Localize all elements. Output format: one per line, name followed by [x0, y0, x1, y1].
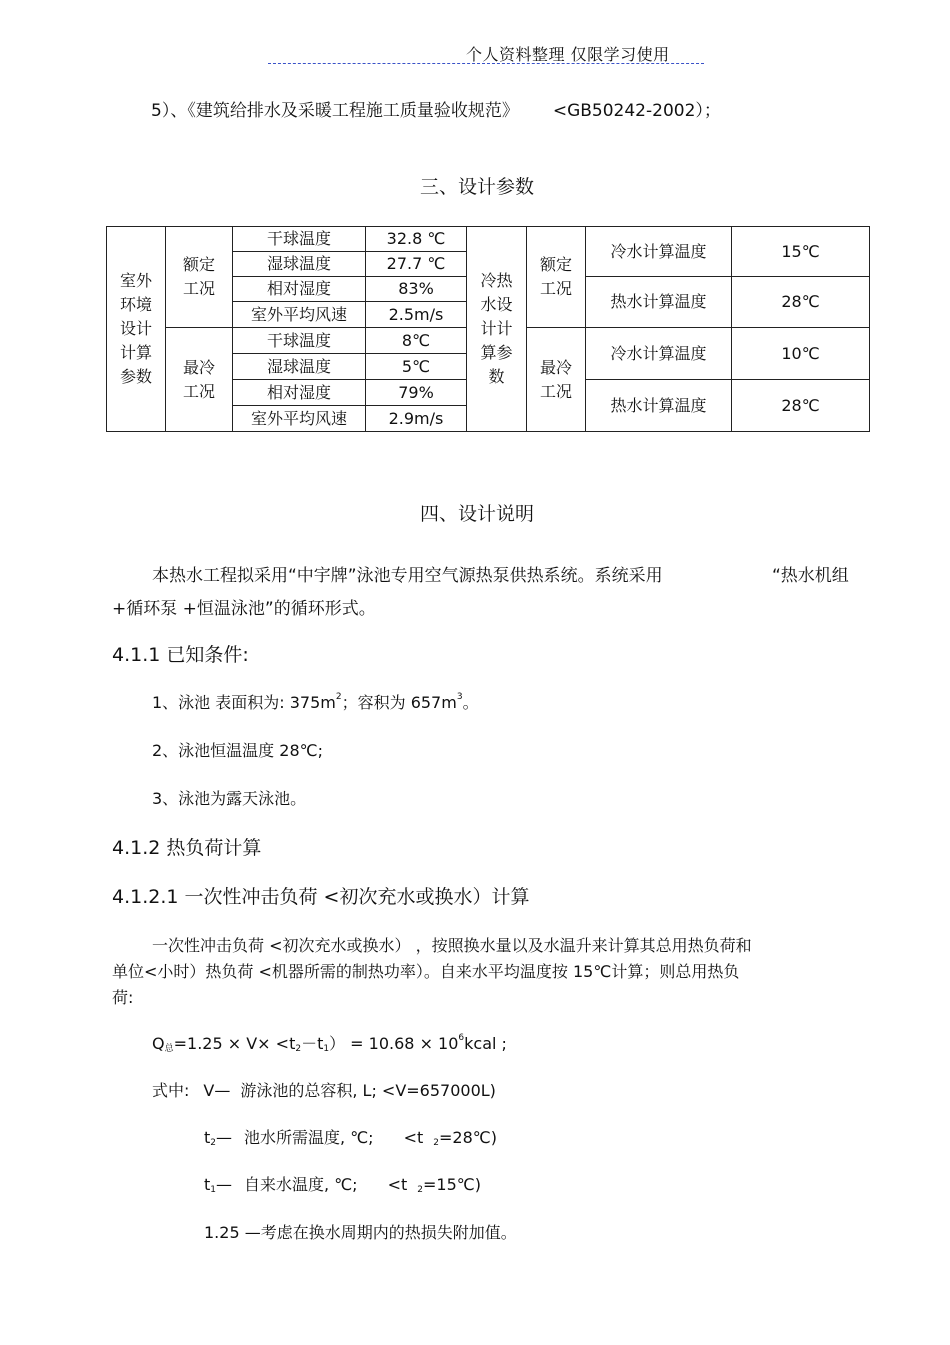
heading-4-1-1: 4.1.1 已知条件:	[112, 644, 249, 666]
water-coldest-label: 最冷工况	[527, 328, 586, 432]
reference-title: 5）、《建筑给排水及采暖工程施工质量验收规范》	[151, 101, 519, 121]
table-cell: 干球温度	[233, 328, 366, 354]
condition-item-2: 2、泳池恒温温度 28℃;	[152, 741, 323, 760]
water-params-label: 冷热水设计计算参数	[467, 227, 527, 432]
rated-condition-label: 额定工况	[166, 227, 233, 328]
intro-line1: 本热水工程拟采用“中宇牌”泳池专用空气源热泵供热系统。系统采用	[152, 566, 663, 586]
intro-line1-tail: “热水机组	[772, 566, 849, 586]
table-cell: 冷水计算温度	[586, 227, 732, 277]
intro-line2: +循环泵 +恒温泳池”的循环形式。	[112, 599, 376, 619]
table-cell: 2.5m/s	[366, 302, 467, 328]
table-cell: 28℃	[732, 277, 870, 328]
table-cell: 湿球温度	[233, 252, 366, 277]
table-cell: 27.7 ℃	[366, 252, 467, 277]
table-cell: 热水计算温度	[586, 380, 732, 432]
table-cell: 相对湿度	[233, 277, 366, 302]
coldest-condition-label: 最冷工况	[166, 328, 233, 432]
superscript: 3	[456, 692, 463, 702]
outdoor-params-label: 室外环境设计计算参数	[107, 227, 166, 432]
table-cell: 79%	[366, 380, 467, 406]
paragraph-line-3: 荷:	[112, 988, 134, 1007]
reference-code: <GB50242-2002）；	[552, 101, 721, 121]
design-parameters-table	[106, 226, 870, 432]
paragraph-line-2: 单位<小时）热负荷 <机器所需的制热功率）。自来水平均温度按 15℃计算；则总用热负	[112, 962, 740, 981]
table-cell: 5℃	[366, 354, 467, 380]
table-cell: 干球温度	[233, 227, 366, 252]
table-cell: 8℃	[366, 328, 467, 354]
paragraph-line-1: 一次性冲击负荷 <初次充水或换水） ，按照换水量以及水温升来计算其总用热负荷和	[152, 936, 752, 955]
table-cell: 32.8 ℃	[366, 227, 467, 252]
table-cell: 冷水计算温度	[586, 328, 732, 380]
table-cell: 相对湿度	[233, 380, 366, 406]
reference-item	[151, 96, 721, 121]
factor-note: 1.25 —考虑在换水周期内的热损失附加值。	[204, 1223, 517, 1242]
condition-item-3: 3、泳池为露天泳池。	[152, 789, 307, 808]
table-cell: 室外平均风速	[233, 302, 366, 328]
table-cell: 室外平均风速	[233, 406, 366, 432]
table-cell: 28℃	[732, 380, 870, 432]
page-header: 个人资料整理 仅限学习使用	[466, 45, 670, 64]
heading-4-1-2: 4.1.2 热负荷计算	[112, 837, 262, 859]
heat-load-formula: $Q_总=1.25 \times V\times <t_2-t_1) = 10.68$ × $10^6kcal$ ;	[152, 1033, 507, 1054]
table-cell: 湿球温度	[233, 354, 366, 380]
table-cell: 热水计算温度	[586, 277, 732, 328]
table-cell: 15℃	[732, 227, 870, 277]
table-cell: 10℃	[732, 328, 870, 380]
where-line-t1: $t_1—$ 自来水温度, ℃; <t $_2$=15℃)	[204, 1175, 481, 1195]
section3-title: 三、设计参数	[420, 176, 535, 198]
header-dashed-line	[268, 63, 704, 64]
table-cell: 83%	[366, 277, 467, 302]
section4-title: 四、设计说明	[420, 503, 535, 525]
heading-4-1-2-1: 4.1.2.1 一次性冲击负荷 <初次充水或换水）计算	[112, 886, 530, 908]
water-rated-label: 额定工况	[527, 227, 586, 328]
superscript: 2	[335, 692, 342, 702]
where-line-v: 式中: V— 游泳池的总容积, L; <V=657000L)	[152, 1081, 496, 1100]
condition-item-1: 1、泳池 表面积为: $375m^2$；容积为 $657m^3$。	[152, 692, 479, 712]
table-cell: 2.9m/s	[366, 406, 467, 432]
where-line-t2: $t_2—$ 池水所需温度, ℃; <t $_2$=28℃)	[204, 1128, 497, 1148]
